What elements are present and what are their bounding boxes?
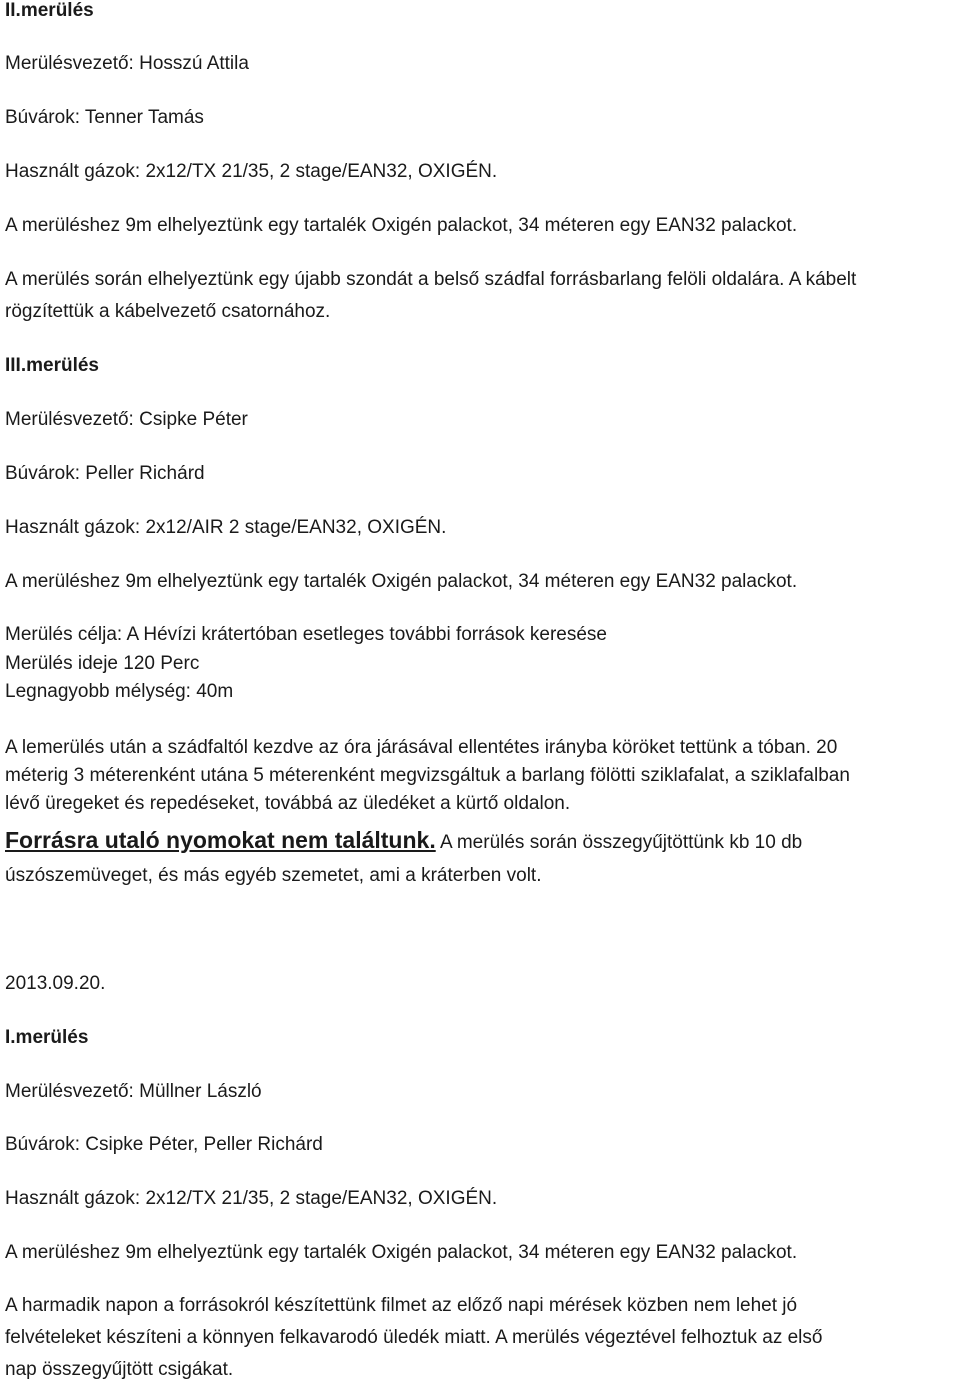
dive3-desc-line3: lévő üregeket és repedéseket, továbbá az üledéket a kürtő oldalon. — [5, 793, 571, 814]
dive1-note-line1: A harmadik napon a forrásokról készítettünk filmet az előző napi mérések közben nem lehet jó — [5, 1295, 798, 1316]
dive3-goal: Merülés célja: A Hévízi krátertóban esetleges további források keresése — [5, 624, 607, 645]
dive3-leader: Merülésvezető: Csipke Péter — [5, 409, 248, 430]
dive2-note-line1: A merülés során elhelyeztünk egy újabb szondát a belső szádfal forrásbarlang felöli oldalára. A kábelt — [5, 269, 857, 290]
dive2-note-line2: rögzítettük a kábelvezető csatornához. — [5, 301, 331, 322]
dive1-divers: Búvárok: Csipke Péter, Peller Richárd — [5, 1134, 323, 1155]
dive1-tanks: A merüléshez 9m elhelyeztünk egy tartalék Oxigén palackot, 34 méteren egy EAN32 palackot. — [5, 1242, 798, 1263]
dive2-tanks: A merüléshez 9m elhelyeztünk egy tartalék Oxigén palackot, 34 méteren egy EAN32 palackot. — [5, 215, 798, 236]
dive2-divers: Búvárok: Tenner Tamás — [5, 107, 204, 128]
dive3-duration: Merülés ideje 120 Perc — [5, 653, 200, 674]
dive3-depth: Legnagyobb mélység: 40m — [5, 681, 234, 702]
dive2-gases: Használt gázok: 2x12/TX 21/35, 2 stage/EAN32, OXIGÉN. — [5, 161, 498, 182]
dive3-desc-line2: méterig 3 méterenként utána 5 méterenként megvizsgáltuk a barlang fölötti sziklafalat, a sziklafalban — [5, 765, 850, 786]
dive3-desc-line1: A lemerülés után a szádfaltól kezdve az óra járásával ellentétes irányba köröket tettünk a tóban. 20 — [5, 737, 838, 758]
dive1-leader: Merülésvezető: Müllner László — [5, 1081, 262, 1102]
dive2-leader: Merülésvezető: Hosszú Attila — [5, 53, 249, 74]
dive3-tanks: A merüléshez 9m elhelyeztünk egy tartalék Oxigén palackot, 34 méteren egy EAN32 palackot. — [5, 571, 798, 592]
dive1-heading: I.merülés — [5, 1027, 89, 1048]
dive1-note-line3: nap összegyűjtött csigákat. — [5, 1359, 234, 1380]
date-heading: 2013.09.20. — [5, 973, 106, 994]
finding-rest: A merülés során összegyűjtöttünk kb 10 db — [435, 832, 803, 853]
dive1-note-line2: felvételeket készíteni a könnyen felkavarodó üledék miatt. A merülés végeztével felhoztuk az első — [5, 1327, 823, 1348]
dive3-gases: Használt gázok: 2x12/AIR 2 stage/EAN32, OXIGÉN. — [5, 517, 447, 538]
dive3-divers: Búvárok: Peller Richárd — [5, 463, 205, 484]
dive3-heading: III.merülés — [5, 355, 99, 376]
dive1-gases: Használt gázok: 2x12/TX 21/35, 2 stage/EAN32, OXIGÉN. — [5, 1188, 498, 1209]
dive3-finding-line — [5, 826, 802, 857]
dive3-finding-line2: úszószemüveget, és más egyéb szemetet, ami a kráterben volt. — [5, 865, 542, 886]
dive2-heading: II.merülés — [5, 0, 94, 21]
finding-highlight: Forrásra utaló nyomokat nem találtunk. — [5, 827, 436, 853]
